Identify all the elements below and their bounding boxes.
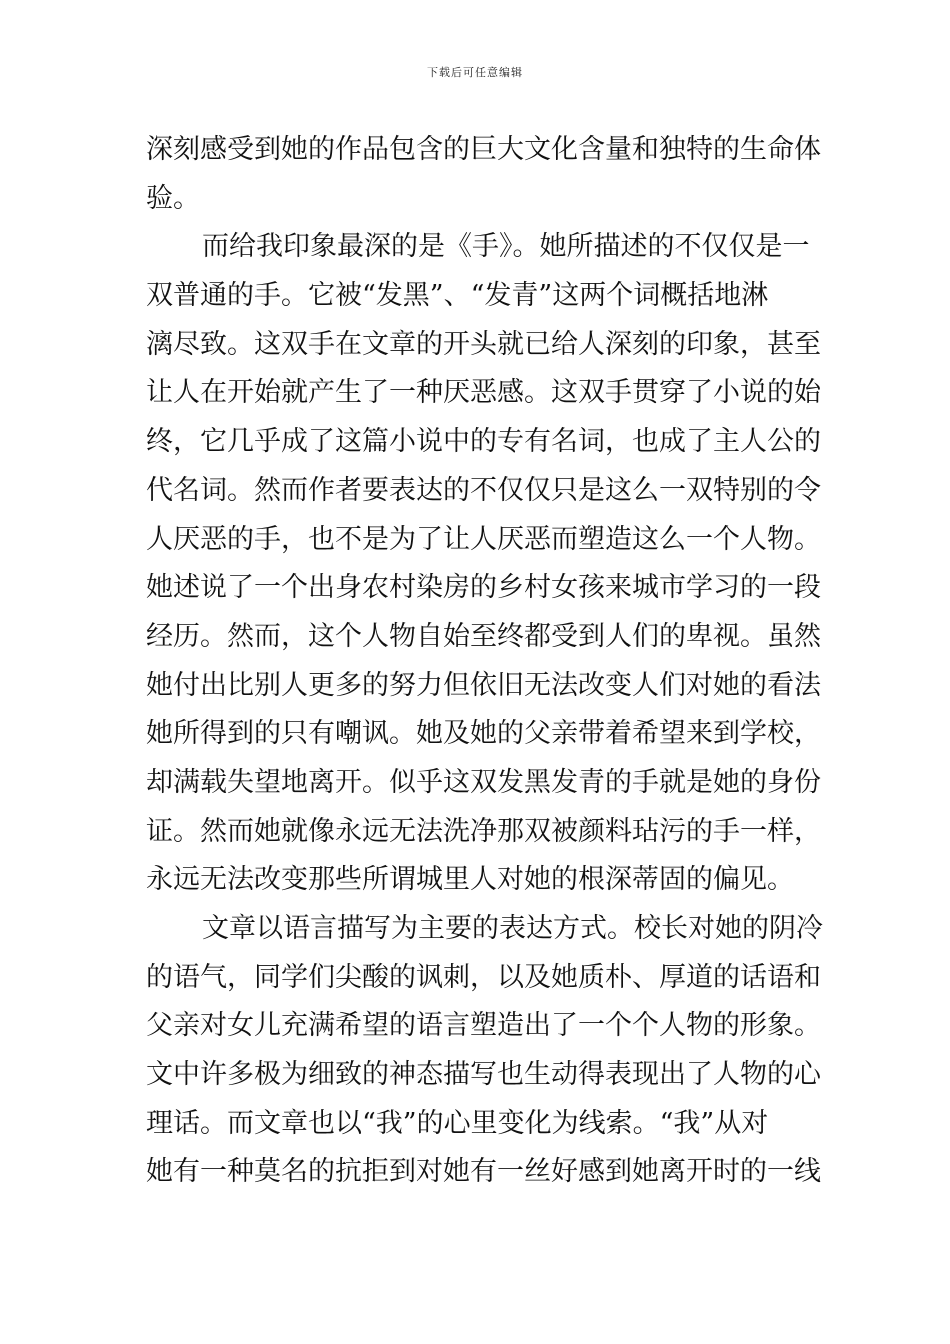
text-line: 的语气，同学们尖酸的讽刺，以及她质朴、厚道的话语和: [146, 961, 821, 993]
text-line: 双普通的手。它被“发黑”、“发青”这两个词概括地淋: [146, 280, 769, 312]
text-line: 证。然而她就像永远无法洗净那双被颜料玷污的手一样，: [146, 815, 821, 847]
text-line: 代名词。然而作者要表达的不仅仅只是这么一双特别的令: [146, 474, 821, 506]
text-line: 她有一种莫名的抗拒到对她有一丝好感到她离开时的一线: [146, 1156, 821, 1188]
paragraph-start-line: 文章以语言描写为主要的表达方式。校长对她的阴冷: [202, 913, 823, 944]
text-line: 她付出比别人更多的努力但依旧无法改变人们对她的看法: [146, 669, 821, 701]
page-header: 下载后可任意编辑: [427, 66, 523, 79]
text-line: 父亲对女儿充满希望的语言塑造出了一个个人物的形象。: [146, 1010, 821, 1042]
text-line: 却满载失望地离开。似乎这双发黑发青的手就是她的身份: [146, 766, 821, 798]
text-line: 深刻感受到她的作品包含的巨大文化含量和独特的生命体: [146, 134, 821, 165]
text-line: 她述说了一个出身农村染房的乡村女孩来城市学习的一段: [146, 572, 821, 604]
text-line: 终，它几乎成了这篇小说中的专有名词，也成了主人公的: [146, 426, 821, 458]
text-line: 理话。而文章也以“我”的心里变化为线索。“我”从对: [146, 1107, 769, 1139]
text-line: 让人在开始就产生了一种厌恶感。这双手贯穿了小说的始: [146, 377, 821, 409]
text-line: 经历。然而，这个人物自始至终都受到人们的卑视。虽然: [146, 620, 821, 652]
text-line: 人厌恶的手，也不是为了让人厌恶而塑造这么一个人物。: [146, 523, 821, 555]
text-line: 文中许多极为细致的神态描写也生动得表现出了人物的心: [146, 1059, 821, 1091]
text-line: 永远无法改变那些所谓城里人对她的根深蒂固的偏见。: [146, 864, 794, 896]
text-line: 验。: [146, 182, 200, 214]
text-line: 她所得到的只有嘲讽。她及她的父亲带着希望来到学校，: [146, 718, 821, 750]
document-body: [146, 126, 823, 1197]
paragraph-start-line: 而给我印象最深的是《手》。她所描述的不仅仅是一: [202, 231, 810, 263]
text-line: 漓尽致。这双手在文章的开头就已给人深刻的印象，甚至: [146, 328, 821, 360]
